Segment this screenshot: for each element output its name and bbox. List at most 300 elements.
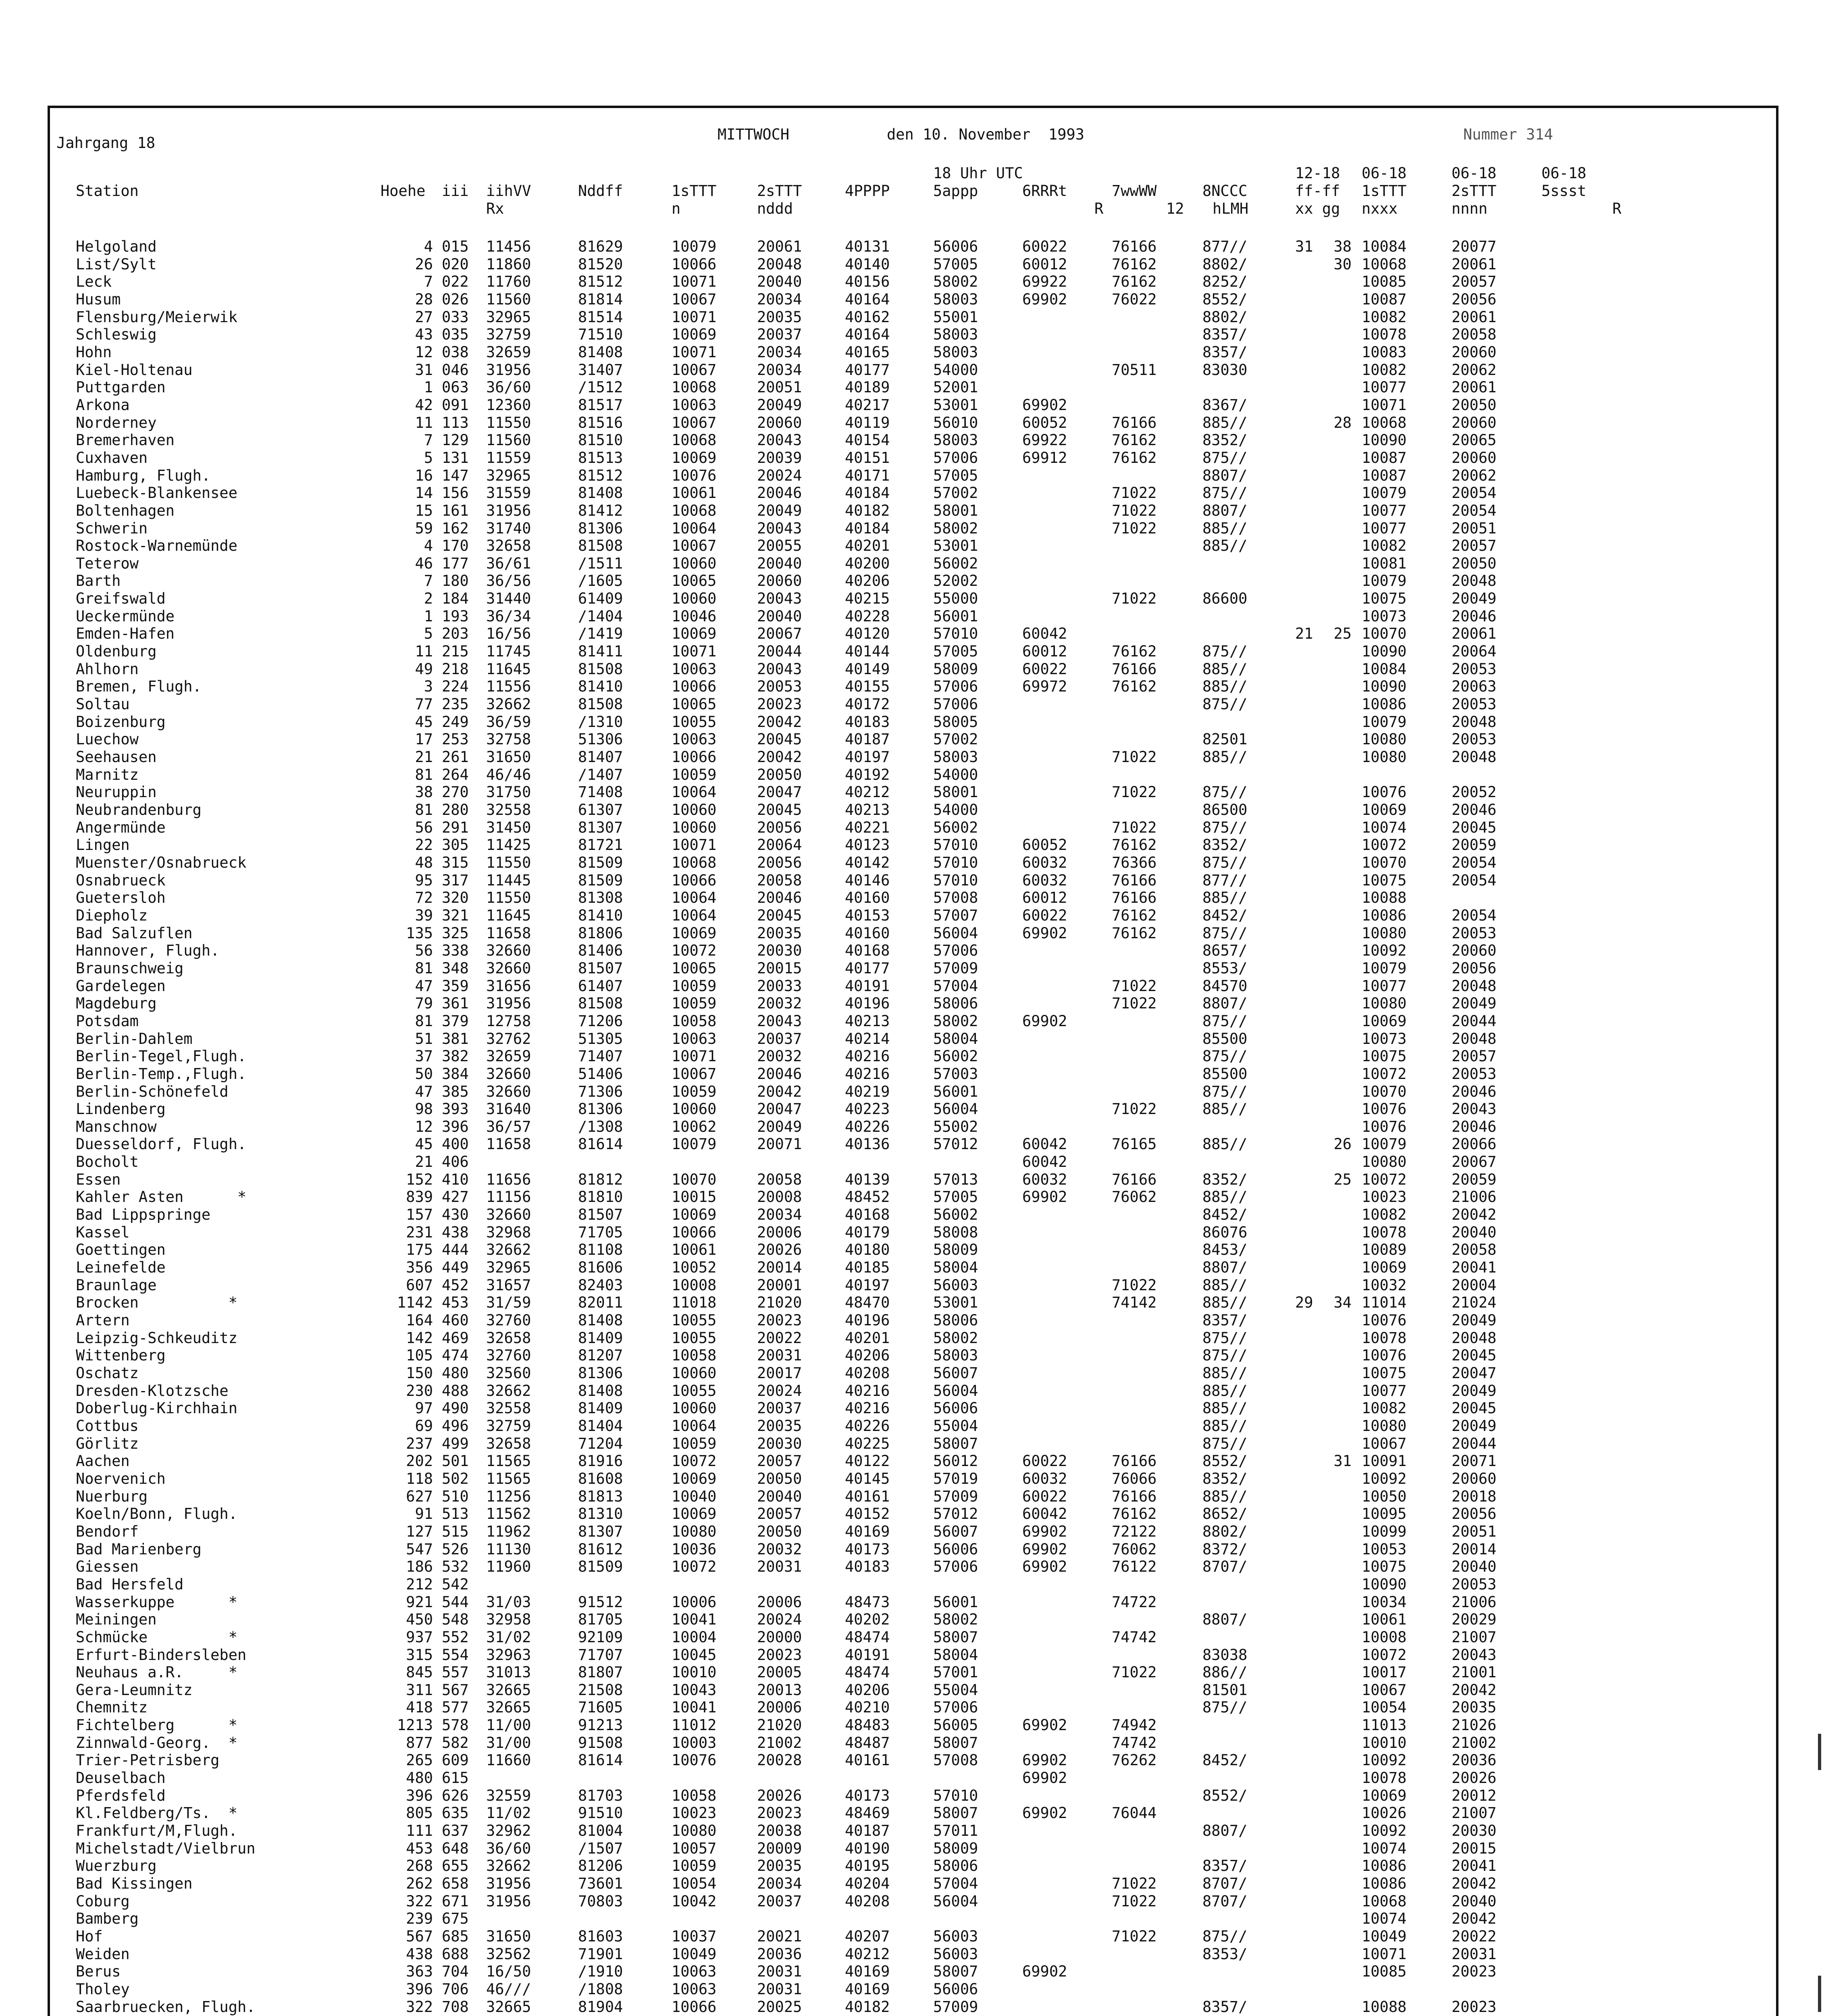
group-8nccc: 8802/ xyxy=(1202,255,1248,273)
group-2sttt-night: 21002 xyxy=(1452,1734,1497,1752)
group-5appp: 57010 xyxy=(933,836,978,854)
group-5appp: 57009 xyxy=(933,1487,978,1505)
group-8nccc: 82501 xyxy=(1202,731,1248,748)
col-nnnn: nnnn xyxy=(1452,200,1488,217)
col-5ssst: 5ssst xyxy=(1541,182,1587,200)
group-2sttt-night: 20062 xyxy=(1452,467,1497,484)
group-nddff: 71705 xyxy=(578,1223,623,1241)
group-5appp: 53001 xyxy=(933,1294,978,1312)
group-1sttt-night: 10076 xyxy=(1362,783,1407,801)
table-row xyxy=(76,1206,1728,1224)
group-2sttt-night: 20053 xyxy=(1452,1575,1497,1593)
group-8nccc: 886// xyxy=(1202,1664,1248,1681)
group-5appp: 56012 xyxy=(933,1452,978,1470)
group-1sttt: 10003 xyxy=(672,1734,717,1752)
table-row xyxy=(76,1664,1728,1681)
group-4pppp: 40225 xyxy=(845,1435,890,1452)
station-height: 5 xyxy=(424,625,433,643)
station-id: 578 xyxy=(442,1716,469,1734)
station-name: List/Sylt xyxy=(76,255,157,273)
group-5appp: 56002 xyxy=(933,554,978,572)
table-row xyxy=(76,1100,1728,1118)
station-name: Tholey xyxy=(76,1980,130,1998)
group-5appp: 57012 xyxy=(933,1505,978,1523)
station-height: 81 xyxy=(415,766,433,783)
station-height: 567 xyxy=(406,1928,433,1945)
col-iihvv: iihVV xyxy=(486,182,531,200)
group-5appp: 56005 xyxy=(933,1716,978,1734)
group-4pppp: 40213 xyxy=(845,1012,890,1030)
station-id: 161 xyxy=(442,502,469,519)
group-2sttt: 20032 xyxy=(757,995,802,1012)
station-height: 1142 xyxy=(397,1294,433,1312)
table-row xyxy=(76,1417,1728,1435)
group-nddff: 61407 xyxy=(578,977,623,995)
station-height: 157 xyxy=(406,1206,433,1224)
station-height: 877 xyxy=(406,1734,433,1752)
table-row xyxy=(76,238,1728,256)
group-2sttt-night: 20062 xyxy=(1452,361,1497,379)
group-iihvv: 11156 xyxy=(486,1188,531,1206)
station-id: 548 xyxy=(442,1611,469,1629)
group-6rrrt: 69922 xyxy=(1022,431,1067,449)
group-1sttt-night: 10076 xyxy=(1362,1118,1407,1135)
group-1sttt: 10058 xyxy=(672,1347,717,1364)
group-nddff: 81507 xyxy=(578,1206,623,1224)
station-id: 203 xyxy=(442,625,469,643)
group-iihvv: 32659 xyxy=(486,1048,531,1065)
group-8nccc: 875// xyxy=(1202,484,1248,502)
group-5appp: 58006 xyxy=(933,995,978,1012)
station-id: 452 xyxy=(442,1276,469,1294)
station-id: 542 xyxy=(442,1575,469,1593)
table-row xyxy=(76,1558,1728,1576)
group-4pppp: 40195 xyxy=(845,1857,890,1875)
group-1sttt-night: 10079 xyxy=(1362,959,1407,977)
group-4pppp: 40206 xyxy=(845,1681,890,1699)
group-2sttt: 20043 xyxy=(757,590,802,608)
group-5appp: 58008 xyxy=(933,1223,978,1241)
station-height: 12 xyxy=(415,343,433,361)
group-7wwww: 76062 xyxy=(1112,1540,1157,1558)
station-id: 348 xyxy=(442,959,469,977)
group-1sttt: 10079 xyxy=(672,238,717,255)
station-height: 16 xyxy=(415,467,433,484)
station-name: Wuerzburg xyxy=(76,1857,157,1875)
group-6rrrt: 60022 xyxy=(1022,660,1067,678)
group-5appp: 58009 xyxy=(933,1839,978,1857)
group-4pppp: 40164 xyxy=(845,290,890,308)
station-id: 321 xyxy=(442,906,469,924)
group-2sttt: 20030 xyxy=(757,942,802,960)
group-5appp: 57002 xyxy=(933,731,978,748)
group-nddff: 81409 xyxy=(578,1400,623,1417)
station-height: 237 xyxy=(406,1435,433,1452)
group-1sttt-night: 10053 xyxy=(1362,1540,1407,1558)
group-1sttt-night: 10017 xyxy=(1362,1664,1407,1681)
group-1sttt: 10063 xyxy=(672,1963,717,1981)
group-nddff: 81508 xyxy=(578,696,623,713)
group-4pppp: 40216 xyxy=(845,1048,890,1065)
group-2sttt-night: 20042 xyxy=(1452,1206,1497,1224)
group-4pppp: 40180 xyxy=(845,1241,890,1259)
group-1sttt-night: 10023 xyxy=(1362,1188,1407,1206)
group-4pppp: 40145 xyxy=(845,1470,890,1487)
group-1sttt: 10042 xyxy=(672,1892,717,1910)
group-5appp: 56003 xyxy=(933,1928,978,1945)
group-iihvv: 46/// xyxy=(486,1980,531,1998)
table-row xyxy=(76,1400,1728,1417)
group-5appp: 56003 xyxy=(933,1945,978,1963)
group-7wwww: 71022 xyxy=(1112,1276,1157,1294)
group-2sttt-night: 20035 xyxy=(1452,1699,1497,1716)
group-iihvv: 36/56 xyxy=(486,572,531,590)
group-1sttt-night: 10080 xyxy=(1362,1417,1407,1435)
group-6rrrt: 69902 xyxy=(1022,290,1067,308)
table-row xyxy=(76,1277,1728,1294)
group-6rrrt: 69902 xyxy=(1022,1804,1067,1822)
group-2sttt-night: 20047 xyxy=(1452,1364,1497,1382)
group-4pppp: 40196 xyxy=(845,995,890,1012)
station-name: Luechow xyxy=(76,731,139,748)
table-row xyxy=(76,1840,1728,1858)
group-5appp: 57007 xyxy=(933,906,978,924)
group-7wwww: 74942 xyxy=(1112,1716,1157,1734)
col-nddd: nddd xyxy=(757,200,793,217)
group-1sttt: 10060 xyxy=(672,801,717,818)
group-1sttt-night: 10078 xyxy=(1362,1223,1407,1241)
group-5appp: 58006 xyxy=(933,1312,978,1329)
station-height: 48 xyxy=(415,854,433,871)
group-2sttt: 20006 xyxy=(757,1699,802,1716)
group-nddff: 81517 xyxy=(578,396,623,414)
group-4pppp: 40226 xyxy=(845,1118,890,1135)
station-name: Helgoland xyxy=(76,238,157,255)
group-4pppp: 48469 xyxy=(845,1804,890,1822)
group-1sttt: 10059 xyxy=(672,1083,717,1100)
station-name: Husum xyxy=(76,290,121,308)
group-5appp: 58005 xyxy=(933,713,978,731)
group-1sttt-night: 10070 xyxy=(1362,1083,1407,1100)
table-row xyxy=(76,625,1728,643)
station-name: Oldenburg xyxy=(76,643,157,660)
group-1sttt: 10063 xyxy=(672,660,717,678)
group-5appp: 57006 xyxy=(933,696,978,713)
table-row xyxy=(76,748,1728,766)
col-2sttt-b: 2sTTT xyxy=(1452,182,1497,200)
station-name: Michelstadt/Vielbrun xyxy=(76,1839,256,1857)
table-row xyxy=(76,1716,1728,1734)
group-iihvv: 32759 xyxy=(486,326,531,344)
group-2sttt-night: 20048 xyxy=(1452,1030,1497,1048)
group-1sttt: 10063 xyxy=(672,1030,717,1048)
station-height: 31 xyxy=(415,361,433,379)
group-2sttt: 20034 xyxy=(757,1206,802,1224)
group-2sttt-night: 20023 xyxy=(1452,1963,1497,1981)
station-id: 490 xyxy=(442,1400,469,1417)
table-row xyxy=(76,872,1728,889)
group-1sttt-night: 10082 xyxy=(1362,361,1407,379)
weekday-label: MITTWOCH xyxy=(718,126,790,143)
station-height: 152 xyxy=(406,1170,433,1188)
group-1sttt-night: 10026 xyxy=(1362,1804,1407,1822)
group-6rrrt: 60052 xyxy=(1022,414,1067,431)
station-id: 637 xyxy=(442,1822,469,1840)
station-name: Coburg xyxy=(76,1892,130,1910)
group-iihvv: 11658 xyxy=(486,924,531,942)
group-1sttt-night: 10090 xyxy=(1362,643,1407,660)
group-iihvv: 32559 xyxy=(486,1787,531,1804)
group-iihvv: 32963 xyxy=(486,1646,531,1664)
station-height: 311 xyxy=(406,1681,433,1699)
table-row xyxy=(76,783,1728,801)
station-height: 396 xyxy=(406,1787,433,1804)
group-4pppp: 40214 xyxy=(845,1030,890,1048)
group-1sttt: 10080 xyxy=(672,1822,717,1840)
station-name: Leipzig-Schkeuditz xyxy=(76,1329,237,1347)
group-1sttt-night: 10079 xyxy=(1362,484,1407,502)
group-1sttt-night: 10090 xyxy=(1362,431,1407,449)
station-id: 544 xyxy=(442,1593,469,1611)
group-2sttt-night: 21026 xyxy=(1452,1716,1497,1734)
col-7wwww: 7wwWW xyxy=(1112,182,1157,200)
station-id: 648 xyxy=(442,1839,469,1857)
group-5appp: 58003 xyxy=(933,431,978,449)
group-1sttt: 10058 xyxy=(672,1787,717,1804)
table-row xyxy=(76,643,1728,660)
group-8nccc: 875// xyxy=(1202,449,1248,467)
station-height: 21 xyxy=(415,748,433,766)
table-row xyxy=(76,819,1728,837)
group-1sttt-night: 10078 xyxy=(1362,326,1407,344)
station-id: 469 xyxy=(442,1329,469,1347)
group-iihvv: 11860 xyxy=(486,255,531,273)
group-2sttt-night: 21024 xyxy=(1452,1294,1497,1312)
group-1sttt: 10055 xyxy=(672,713,717,731)
group-6rrrt: 60012 xyxy=(1022,643,1067,660)
group-1sttt-night: 10070 xyxy=(1362,854,1407,871)
station-height: 69 xyxy=(415,1417,433,1435)
group-1sttt-night: 10088 xyxy=(1362,889,1407,907)
station-height: 49 xyxy=(415,660,433,678)
group-nddff: 71408 xyxy=(578,783,623,801)
station-name: Diepholz xyxy=(76,906,148,924)
group-1sttt-night: 10077 xyxy=(1362,519,1407,537)
group-2sttt: 20056 xyxy=(757,818,802,836)
table-row xyxy=(76,889,1728,907)
group-1sttt: 10060 xyxy=(672,1364,717,1382)
group-8nccc: 8372/ xyxy=(1202,1540,1248,1558)
group-2sttt-night: 20014 xyxy=(1452,1540,1497,1558)
group-8nccc: 875// xyxy=(1202,1083,1248,1100)
group-7wwww: 76166 xyxy=(1112,1170,1157,1188)
group-1sttt-night: 10072 xyxy=(1362,1170,1407,1188)
group-8nccc: 8707/ xyxy=(1202,1875,1248,1893)
group-1sttt-night: 10034 xyxy=(1362,1593,1407,1611)
group-1sttt-night: 10099 xyxy=(1362,1522,1407,1540)
group-1sttt-night: 10086 xyxy=(1362,696,1407,713)
station-height: 81 xyxy=(415,801,433,818)
group-4pppp: 40190 xyxy=(845,1839,890,1857)
station-name: Leck xyxy=(76,273,112,291)
group-nddff: 81411 xyxy=(578,643,623,660)
group-5appp: 58001 xyxy=(933,783,978,801)
group-4pppp: 40192 xyxy=(845,766,890,783)
group-4pppp: 48483 xyxy=(845,1716,890,1734)
group-8nccc: 875// xyxy=(1202,696,1248,713)
group-6rrrt: 69902 xyxy=(1022,1540,1067,1558)
group-6rrrt: 60022 xyxy=(1022,238,1067,255)
station-id: 513 xyxy=(442,1505,469,1523)
group-7wwww: 76122 xyxy=(1112,1558,1157,1576)
group-1sttt-night: 10067 xyxy=(1362,1681,1407,1699)
group-2sttt-night: 20054 xyxy=(1452,484,1497,502)
group-2sttt-night: 20044 xyxy=(1452,1435,1497,1452)
group-1sttt-night: 10095 xyxy=(1362,1505,1407,1523)
station-height: 81 xyxy=(415,1012,433,1030)
group-1sttt: 10076 xyxy=(672,467,717,484)
group-4pppp: 40207 xyxy=(845,1928,890,1945)
group-2sttt: 20000 xyxy=(757,1628,802,1646)
station-id: 496 xyxy=(442,1417,469,1435)
station-height: 47 xyxy=(415,1083,433,1100)
group-2sttt: 20024 xyxy=(757,467,802,484)
group-2sttt: 20040 xyxy=(757,1487,802,1505)
table-row xyxy=(76,1065,1728,1083)
group-1sttt: 10070 xyxy=(672,1170,717,1188)
group-4pppp: 40183 xyxy=(845,1558,890,1576)
station-height: 77 xyxy=(415,696,433,713)
group-8nccc: 8552/ xyxy=(1202,290,1248,308)
station-id: 091 xyxy=(442,396,469,414)
group-1sttt: 10036 xyxy=(672,1540,717,1558)
group-4pppp: 40123 xyxy=(845,836,890,854)
station-id: 170 xyxy=(442,537,469,555)
station-height: 27 xyxy=(415,308,433,326)
group-1sttt-night: 10076 xyxy=(1362,1347,1407,1364)
group-iihvv: 36/61 xyxy=(486,554,531,572)
group-5appp: 57009 xyxy=(933,1998,978,2016)
group-ff-xx: 21 xyxy=(1295,625,1313,643)
group-8nccc: 8802/ xyxy=(1202,1522,1248,1540)
group-iihvv: 31/03 xyxy=(486,1593,531,1611)
col-6rrrt: 6RRRt xyxy=(1022,182,1067,200)
station-height: 363 xyxy=(406,1963,433,1981)
col-12: 12 xyxy=(1166,200,1184,217)
station-name: Noervenich xyxy=(76,1470,166,1487)
group-8nccc: 8352/ xyxy=(1202,1170,1248,1188)
station-id: 249 xyxy=(442,713,469,731)
station-id: 427 xyxy=(442,1188,469,1206)
group-8nccc: 885// xyxy=(1202,1100,1248,1118)
group-nddff: 81307 xyxy=(578,818,623,836)
group-4pppp: 40189 xyxy=(845,379,890,396)
group-2sttt-night: 20046 xyxy=(1452,1118,1497,1135)
group-2sttt: 20024 xyxy=(757,1611,802,1629)
group-5appp: 57009 xyxy=(933,959,978,977)
group-4pppp: 40217 xyxy=(845,396,890,414)
group-4pppp: 40171 xyxy=(845,467,890,484)
group-8nccc: 875// xyxy=(1202,783,1248,801)
station-id: 020 xyxy=(442,255,469,273)
group-8nccc: 8707/ xyxy=(1202,1892,1248,1910)
station-height: 230 xyxy=(406,1382,433,1400)
group-6rrrt: 60032 xyxy=(1022,854,1067,871)
group-nddff: 81705 xyxy=(578,1611,623,1629)
table-row xyxy=(76,731,1728,748)
group-iihvv: 32962 xyxy=(486,1822,531,1840)
station-id: 480 xyxy=(442,1364,469,1382)
group-8nccc: 83030 xyxy=(1202,361,1248,379)
station-name: Nuerburg xyxy=(76,1487,148,1505)
group-1sttt: 10041 xyxy=(672,1699,717,1716)
group-2sttt: 20067 xyxy=(757,625,802,643)
group-1sttt-night: 10080 xyxy=(1362,748,1407,766)
group-1sttt: 10060 xyxy=(672,590,717,608)
group-2sttt-night: 21007 xyxy=(1452,1804,1497,1822)
group-4pppp: 48474 xyxy=(845,1628,890,1646)
group-5appp: 57019 xyxy=(933,1470,978,1487)
group-2sttt: 20025 xyxy=(757,1998,802,2016)
table-row xyxy=(76,273,1728,291)
group-5appp: 58002 xyxy=(933,519,978,537)
group-1sttt: 10060 xyxy=(672,818,717,836)
group-iihvv: 31956 xyxy=(486,502,531,519)
station-id: 038 xyxy=(442,343,469,361)
group-5appp: 57003 xyxy=(933,1065,978,1083)
group-2sttt-night: 20067 xyxy=(1452,1153,1497,1171)
group-1sttt-night: 10075 xyxy=(1362,1364,1407,1382)
group-2sttt-night: 20026 xyxy=(1452,1769,1497,1787)
station-id: 063 xyxy=(442,379,469,396)
group-7wwww: 76162 xyxy=(1112,273,1157,291)
group-2sttt-night: 20053 xyxy=(1452,731,1497,748)
group-1sttt: 10076 xyxy=(672,1752,717,1769)
group-nddff: 81603 xyxy=(578,1928,623,1945)
col-station: Station xyxy=(76,182,139,200)
group-2sttt-night: 20048 xyxy=(1452,1329,1497,1347)
group-2sttt: 20021 xyxy=(757,1928,802,1945)
table-row xyxy=(76,1470,1728,1488)
group-2sttt-night: 20036 xyxy=(1452,1752,1497,1769)
group-iihvv: 32758 xyxy=(486,731,531,748)
group-1sttt-night: 10049 xyxy=(1362,1928,1407,1945)
group-8nccc: 885// xyxy=(1202,1400,1248,1417)
group-7wwww: 71022 xyxy=(1112,590,1157,608)
issue-number: Nummer 314 xyxy=(1463,126,1553,143)
station-height: 45 xyxy=(415,1135,433,1153)
group-4pppp: 40151 xyxy=(845,449,890,467)
group-7wwww: 71022 xyxy=(1112,502,1157,519)
group-1sttt-night: 10084 xyxy=(1362,660,1407,678)
group-4pppp: 40226 xyxy=(845,1417,890,1435)
col-n: n xyxy=(672,200,681,217)
group-2sttt-night: 20040 xyxy=(1452,1892,1497,1910)
group-5appp: 56007 xyxy=(933,1522,978,1540)
group-1sttt: 10072 xyxy=(672,942,717,960)
group-4pppp: 40168 xyxy=(845,942,890,960)
group-2sttt-night: 20048 xyxy=(1452,977,1497,995)
station-name: Muenster/Osnabrueck xyxy=(76,854,247,871)
group-6rrrt: 60032 xyxy=(1022,1470,1067,1487)
group-2sttt: 20071 xyxy=(757,1135,802,1153)
table-row xyxy=(76,1452,1728,1470)
station-id: 532 xyxy=(442,1558,469,1576)
group-4pppp: 40216 xyxy=(845,1400,890,1417)
group-2sttt: 20064 xyxy=(757,836,802,854)
group-nddff: 81004 xyxy=(578,1822,623,1840)
table-row xyxy=(76,1135,1728,1153)
